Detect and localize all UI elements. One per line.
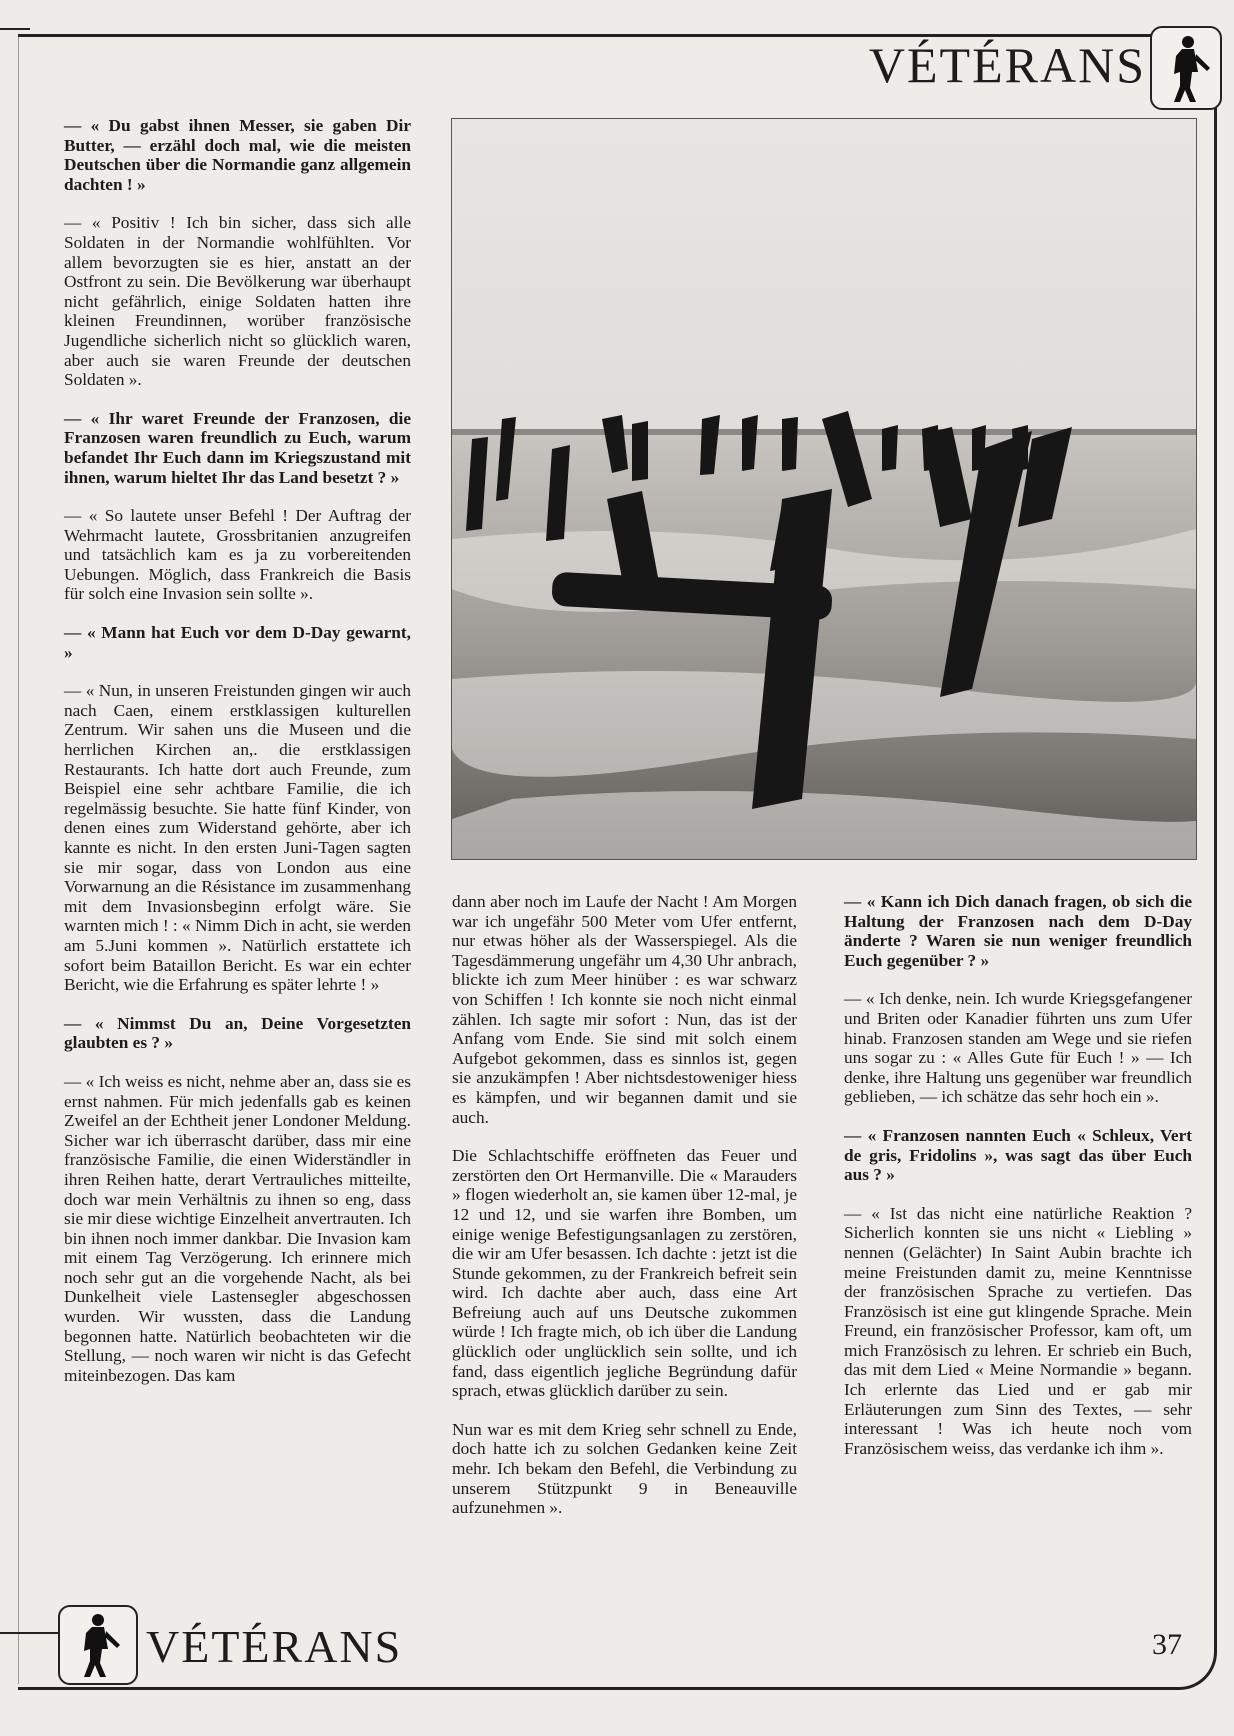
interview-question: — « Ihr waret Freunde der Franzosen, die Franzosen waren freundlich zu Euch, warum befandet Ihr Euch dann im Kriegszustand mit ihnen, warum hieltet Ihr das Land besetzt ? »	[64, 408, 411, 487]
bottom-left-rule	[0, 1632, 58, 1634]
interview-answer: — « Ich weiss es nicht, nehme aber an, dass sie es ernst nahmen. Für mich jedenfalls gab es keinen Zweifel an der Echtheit jener Londoner Meldung. Sicher war ich überrascht darüber, dass mir eine französische Familie, die einen Widerständler in ihren Reihen hatte, derart Vertrauliches mitteilte, doch war mein Verhältnis zu ihnen so eng, dass sie mir diese wichtige Einzelheit anvertrauten. Ich bin ihnen noch immer dankbar. Die Invasion kam mit einem Tag Verzögerung. Ich erinnere mich noch sehr gut an die vorgehende Nacht, als bei Dunkelheit viele Lastensegler abgeschossen wurden. Wir wussten, dass die Landung begonnen hatte. Natürlich beobachteten wir die Stellung, — noch waren wir nicht is das Gefecht miteinbezogen. Das kam	[64, 1071, 411, 1385]
text-column-middle	[452, 892, 797, 1537]
interview-answer: — « So lautete unser Befehl ! Der Auftrag der Wehrmacht lautete, Grossbritanien anzugreifen und tatsächlich kam es ja zu vorbereitenden Uebungen. Möglich, dass Frankreich die Basis für solch eine Invasion sein sollte ».	[64, 506, 411, 604]
interview-answer: dann aber noch im Laufe der Nacht ! Am Morgen war ich ungefähr 500 Meter vom Ufer entfernt, nur etwas höher als der Wasserspiegel. Als die Tagesdämmerung ungefähr um 4,30 Uhr anbrach, blickte ich zum Meer hinüber : es war schwarz von Schiffen ! Ich konnte sie noch nicht einmal zählen. Ich sagte mir sofort : Nun, das ist der Anfang vom Ende. Sie sind mit solch einem Aufgebot gekommen, dass es sinnlos ist, gegen sie anzukämpfen ! Aber nichtsdestoweniger hiess es kämpfen, und wir begannen damit und sie auch.	[452, 892, 797, 1127]
header-title: VÉTÉRANS	[868, 37, 1146, 93]
interview-question: — « Franzosen nannten Euch « Schleux, Vert de gris, Fridolins », was sagt das über Euch aus ? »	[844, 1125, 1192, 1185]
text-column-left	[64, 116, 411, 1404]
interview-answer: — « Ist das nicht eine natürliche Reaktion ? Sicherlich konnten sie uns nicht « Liebling » nennen (Gelächter) In Saint Aubin brachte ich meine Freistunden damit zu, meine Kenntnisse der französischen Sprache zu vertiefen. Das Französisch ist eine gut klingende Sprache. Mein Freund, ein französischer Professor, kam oft, um mich Französisch zu lehren. Er schrieb ein Buch, das mit dem Lied « Meine Normandie » begann. Ich erlernte das Lied und er gab mir Erläuterungen zum Sinn des Textes, — sehr interessant ! Was ich heute noch vom Französischem weiss, das verdanke ich ihm ».	[844, 1203, 1192, 1458]
interview-answer: Die Schlachtschiffe eröffneten das Feuer und zerstörten den Ort Hermanville. Die « Marauders » flogen wiederholt an, sie kamen über 12-mal, je 12 und 12, und sie warfen ihre Bomben, um einige wenige Befestigungsanlagen zu zerstören, die wir am Ufer besassen. Ich dachte : jetzt ist die Stunde gekommen, zu der Frankreich befreit sein wird. Ich dachte aber auch, dass eine Art Befreiung auch auf uns Deutsche zukommen würde ! Ich fragte mich, ob ich über die Landung glücklich oder unglücklich sein sollte, und ich fand, dass eigentlich jegliche Begründung dafür sprach, etwas glücklich darüber zu sein.	[452, 1146, 797, 1401]
interview-answer: — « Nun, in unseren Freistunden gingen wir auch nach Caen, einem erstklassigen kulturellen Zentrum. Wir sahen uns die Museen und die herrlichen Kirchen an,. die erstklassigen Restaurants. Ich hatte dort auch Freunde, zum Beispiel eine sehr achtbare Familie, die ich regelmässig besuchte. Sie hatte fünf Kinder, von denen eines zum Widerstand gehörte, aber ich kannte es nicht. In den ersten Juni-Tagen sagten sie mir sogar, dass von London aus eine Vorwarnung an die Résistance im zusammenhang mit dem Invasionsbeginn erfolgt wäre. Sie warnten mich ! : « Nimm Dich in acht, sie werden am 5.Juni kommen ». Natürlich erstattete ich sofort beim Bataillon Bericht. Es war ein echter Bericht, wie die Erfahrung es später lehrte ! »	[64, 681, 411, 995]
footer-soldier-logo-icon	[58, 1605, 138, 1685]
interview-answer: — « Ich denke, nein. Ich wurde Kriegsgefangener und Briten oder Kanadier führten uns zum Ufer hinab. Franzosen standen am Wege und sie riefen uns sogar zu : « Alles Gute für Euch ! » — Ich denke, ihre Haltung uns gegenüber war freundlich geblieben, — ich schätze das sehr hoch ein ».	[844, 989, 1192, 1107]
interview-question: — « Du gabst ihnen Messer, sie gaben Dir Butter, — erzähl doch mal, wie die meisten Deutschen über die Normandie ganz allgemein dachten ! »	[64, 116, 411, 194]
page-number: 37	[1152, 1628, 1182, 1661]
soldier-silhouette-icon	[60, 1607, 136, 1683]
interview-answer: — « Positiv ! Ich bin sicher, dass sich alle Soldaten in der Normandie wohlfühlten. Vor allem bevorzugten sie es hier, anstatt an der Ostfront zu sein. Die Bevölkerung war überhaupt nicht gefährlich, einige Soldaten hatten ihre kleinen Freundinnen, worüber französische Jugendliche sicherlich nicht so glücklich waren, aber auch sie waren Freunde der deutschen Soldaten ».	[64, 213, 411, 390]
soldier-silhouette-icon	[1152, 28, 1220, 108]
top-left-rule	[0, 28, 30, 30]
interview-answer: Nun war es mit dem Krieg sehr schnell zu Ende, doch hatte ich zu solchen Gedanken keine Zeit mehr. Ich bekam den Befehl, die Verbindung zu unserem Stützpunkt 9 in Beneauville aufzunehmen ».	[452, 1419, 797, 1518]
interview-question: — « Nimmst Du an, Deine Vorgesetzten glaubten es ? »	[64, 1013, 411, 1053]
interview-question: — « Mann hat Euch vor dem D-Day gewarnt, »	[64, 623, 411, 662]
beach-obstacles-photo	[451, 118, 1197, 860]
interview-question: — « Kann ich Dich danach fragen, ob sich die Haltung der Franzosen nach dem D-Day änderte ? Waren sie nun weniger freundlich Euch gegenüber ? »	[844, 892, 1192, 970]
soldier-logo-icon	[1150, 26, 1222, 110]
text-column-right	[844, 892, 1192, 1477]
footer-title: VÉTÉRANS	[146, 1621, 403, 1672]
